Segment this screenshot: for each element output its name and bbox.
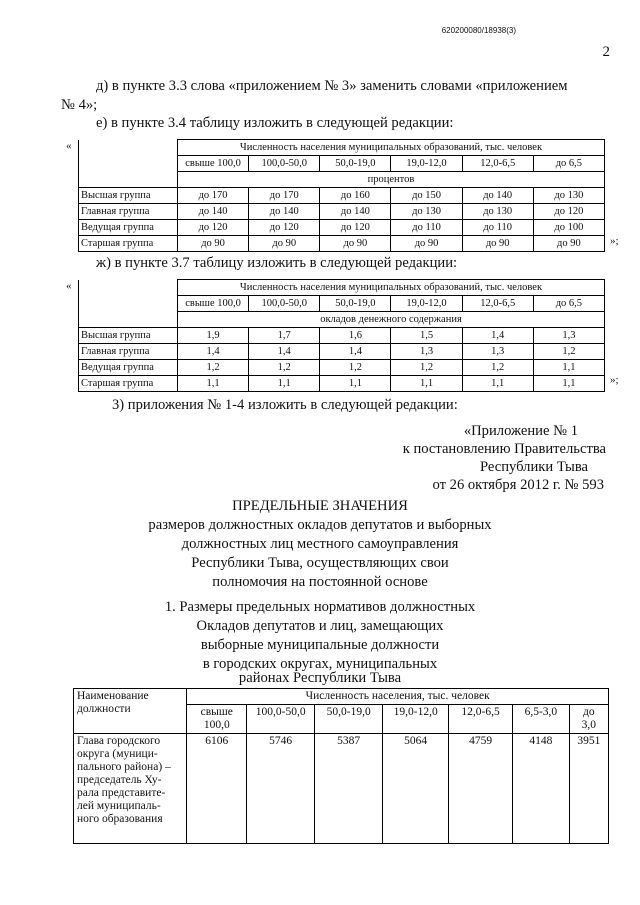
table1-row-name: Старшая группа (79, 236, 178, 252)
table1-col: 50,0-19,0 (320, 156, 391, 172)
table3-row-name: Глава городского округа (муници- пального района) – председатель Ху- рала представите- лей муниципаль- ного образования (74, 734, 187, 844)
table3-cell: 6106 (187, 734, 247, 844)
table2-cell: 1,9 (178, 328, 249, 344)
table3-col: 19,0-12,0 (383, 705, 449, 734)
table2-corner (79, 280, 178, 296)
title-sub2: должностных лиц местного самоуправления (181, 536, 459, 552)
table3-col: 100,0-50,0 (247, 705, 315, 734)
table1-row-name: Высшая группа (79, 188, 178, 204)
table3-col: 50,0-19,0 (315, 705, 383, 734)
table3-cell: 5064 (383, 734, 449, 844)
table-row (79, 328, 605, 344)
table1-col: до 6,5 (533, 156, 604, 172)
table2-cell: 1,4 (462, 328, 533, 344)
table3 (73, 688, 609, 844)
table2-cell: 1,2 (178, 360, 249, 376)
table1-col: 19,0-12,0 (391, 156, 462, 172)
table2 (78, 279, 605, 392)
table1-cell: до 120 (320, 220, 391, 236)
table1-cell: до 140 (178, 204, 249, 220)
table3-col: 6,5-3,0 (513, 705, 570, 734)
item-e-line: е) в пункте 3.4 таблицу изложить в следующей редакции: (96, 115, 454, 131)
table2-row-name: Старшая группа (79, 376, 178, 392)
table2-close: »; (610, 374, 619, 386)
table2-col: 50,0-19,0 (320, 296, 391, 312)
table2-cell: 1,1 (533, 376, 604, 392)
section1-line5: районах Республики Тыва (238, 670, 402, 686)
table2-row-name: Ведущая группа (79, 360, 178, 376)
table1-cell: до 160 (320, 188, 391, 204)
table2-row-name: Главная группа (79, 344, 178, 360)
table1-cell: до 140 (320, 204, 391, 220)
table2-cell: 1,4 (249, 344, 320, 360)
table1-header: Численность населения муниципальных образований, тыс. человек (178, 140, 605, 156)
table2-cell: 1,6 (320, 328, 391, 344)
table3-col0-header: Наименование должности (74, 689, 187, 734)
table2-cell: 1,1 (249, 376, 320, 392)
appendix-line1: «Приложение № 1 (463, 423, 578, 439)
table2-col: свыше 100,0 (178, 296, 249, 312)
table-row (79, 188, 605, 204)
table2-col: 19,0-12,0 (391, 296, 462, 312)
table2-unit: окладов денежного содержания (178, 312, 605, 328)
table1-row-name: Ведущая группа (79, 220, 178, 236)
table1-cell: до 110 (462, 220, 533, 236)
table2-cell: 1,1 (320, 376, 391, 392)
table1-cell: до 90 (249, 236, 320, 252)
item-d-line2: № 4»; (61, 97, 98, 113)
item-d-line1: д) в пункте 3.3 слова «приложением № 3» заменить словами «приложением (96, 78, 568, 94)
table3-col: свыше 100,0 (187, 705, 247, 734)
table2-col: 100,0-50,0 (249, 296, 320, 312)
table-row (79, 220, 605, 236)
table-row (79, 376, 605, 392)
table2-cell: 1,7 (249, 328, 320, 344)
table1-cell: до 130 (462, 204, 533, 220)
table3-col: 12,0-6,5 (449, 705, 513, 734)
table2-cell: 1,1 (391, 376, 462, 392)
table2-cell: 1,3 (533, 328, 604, 344)
section1-line2: Окладов депутатов и лиц, замещающих (196, 618, 444, 634)
table1-row-name: Главная группа (79, 204, 178, 220)
appendix-line4: от 26 октября 2012 г. № 593 (432, 477, 604, 493)
table2-cell: 1,2 (320, 360, 391, 376)
table1-cell: до 90 (391, 236, 462, 252)
table1-cell: до 90 (533, 236, 604, 252)
table2-row-name: Высшая группа (79, 328, 178, 344)
table-row (74, 734, 609, 844)
table2-cell: 1,1 (533, 360, 604, 376)
table2-col: 12,0-6,5 (462, 296, 533, 312)
table2-cell: 1,3 (391, 344, 462, 360)
item-zh-line: ж) в пункте 3.7 таблицу изложить в следующей редакции: (96, 255, 458, 271)
table-row (79, 344, 605, 360)
table1-cell: до 120 (178, 220, 249, 236)
item-3-line: 3) приложения № 1-4 изложить в следующей редакции: (112, 397, 458, 413)
table1-cell: до 140 (462, 188, 533, 204)
title-heading: ПРЕДЕЛЬНЫЕ ЗНАЧЕНИЯ (232, 498, 408, 514)
table2-cell: 1,1 (462, 376, 533, 392)
table2-header: Численность населения муниципальных образований, тыс. человек (178, 280, 605, 296)
document-id: 620200080/18938(3) (441, 26, 516, 35)
table3-cell: 4759 (449, 734, 513, 844)
table3-col: до 3,0 (569, 705, 608, 734)
table3-cell: 5387 (315, 734, 383, 844)
table2-cell: 1,5 (391, 328, 462, 344)
table1-cell: до 150 (391, 188, 462, 204)
table1-cell: до 130 (533, 188, 604, 204)
table1-col: 100,0-50,0 (249, 156, 320, 172)
appendix-line2: к постановлению Правительства (402, 441, 606, 457)
appendix-line3: Республики Тыва (479, 459, 588, 475)
table1-close: »; (610, 235, 619, 247)
table-row (79, 204, 605, 220)
table3-cell: 3951 (569, 734, 608, 844)
table2-cell: 1,4 (178, 344, 249, 360)
table3-header: Численность населения, тыс. человек (187, 689, 609, 705)
table1-cell: до 100 (533, 220, 604, 236)
table3-cell: 4148 (513, 734, 570, 844)
table-row (79, 360, 605, 376)
table1-col: свыше 100,0 (178, 156, 249, 172)
table1-cell: до 90 (178, 236, 249, 252)
title-sub1: размеров должностных окладов депутатов и выборных (148, 517, 492, 533)
table1 (78, 139, 605, 252)
table2-cell: 1,2 (462, 360, 533, 376)
table1-open-quote: « (66, 140, 72, 152)
table2-cell: 1,2 (391, 360, 462, 376)
table3-cell: 5746 (247, 734, 315, 844)
table1-cell: до 170 (249, 188, 320, 204)
section1-line1: 1. Размеры предельных нормативов должностных (164, 599, 476, 615)
table2-cell: 1,2 (249, 360, 320, 376)
table1-cell: до 120 (533, 204, 604, 220)
table1-cell: до 110 (391, 220, 462, 236)
table1-corner (79, 140, 178, 156)
table1-cell: до 140 (249, 204, 320, 220)
title-sub3: Республики Тыва, осуществляющих свои (191, 555, 449, 571)
table2-cell: 1,3 (462, 344, 533, 360)
page-number: 2 (602, 44, 610, 60)
table1-cell: до 170 (178, 188, 249, 204)
table1-unit: процентов (178, 172, 605, 188)
table2-cell: 1,4 (320, 344, 391, 360)
table1-cell: до 130 (391, 204, 462, 220)
table2-open-quote: « (66, 280, 72, 292)
section1-line3: выборные муниципальные должности (200, 637, 440, 653)
table1-col: 12,0-6,5 (462, 156, 533, 172)
table2-cell: 1,1 (178, 376, 249, 392)
table2-cell: 1,2 (533, 344, 604, 360)
table1-cell: до 90 (320, 236, 391, 252)
title-sub4: полномочия на постоянной основе (212, 574, 428, 590)
table2-col: до 6,5 (533, 296, 604, 312)
table-row (79, 236, 605, 252)
table1-cell: до 90 (462, 236, 533, 252)
table1-cell: до 120 (249, 220, 320, 236)
section1-line4: в городских округах, муниципальных (202, 656, 438, 672)
